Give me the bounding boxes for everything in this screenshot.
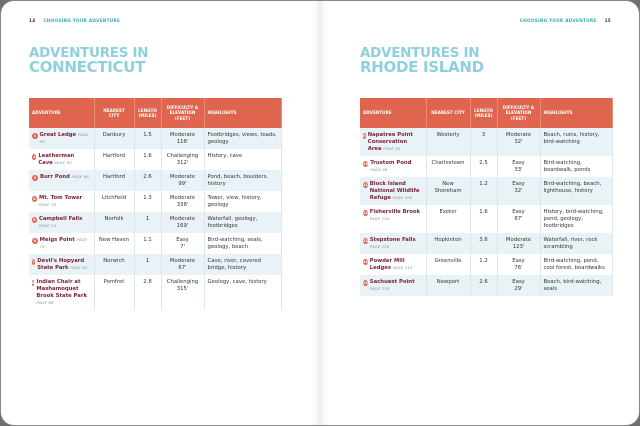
number-badge: 8 — [32, 280, 35, 285]
difficulty-cell — [161, 275, 204, 310]
title-line-1: ADVENTURES IN — [360, 45, 480, 61]
adventure — [363, 160, 423, 174]
running-head-text: CHOOSING YOUR ADVENTURE — [43, 18, 121, 23]
nearest-city: Greenville — [426, 254, 470, 275]
elevation: 29' — [514, 286, 523, 292]
table-row — [360, 177, 612, 205]
adventure-cell — [360, 275, 426, 296]
number-badge: 1 — [33, 133, 36, 138]
column-header: DIFFICULTY & ELEVATION (FEET) — [497, 98, 540, 128]
highlights: History, bird-watching, pond, geology, footbridges — [540, 205, 612, 233]
difficulty: Easy — [512, 160, 525, 166]
adventure-name[interactable]: Powder Mill Ledges — [369, 258, 405, 271]
highlights: Waterfall, river, rock scrambling — [540, 233, 612, 254]
adventure-name[interactable]: Great Ledge — [39, 132, 77, 138]
adventure-name[interactable]: Mt. Tom Tower — [38, 195, 83, 201]
number-badge: 11 — [363, 182, 368, 187]
column-header: ADVENTURE — [360, 98, 426, 128]
table-row — [29, 128, 281, 149]
length: 3 — [470, 128, 497, 156]
adventure-text — [368, 132, 423, 153]
highlights: Beach, bird-watching, seals — [540, 275, 612, 296]
nearest-city: Norfolk — [94, 212, 134, 233]
adventure — [363, 279, 423, 293]
difficulty-cell — [497, 156, 540, 177]
difficulty: Challenging — [166, 279, 199, 285]
nearest-city: Pomfret — [94, 275, 134, 310]
title-line-2: CONNECTICUT — [29, 58, 146, 76]
page-reference: PAGE 100 — [392, 196, 413, 200]
number-badge: 2 — [33, 154, 36, 159]
number-badge: 6 — [33, 238, 36, 243]
nearest-city: Norwich — [94, 254, 134, 275]
elevation: 169' — [176, 223, 189, 229]
adventure-cell — [29, 191, 94, 212]
difficulty-cell — [497, 205, 540, 233]
highlights: Footbridges, views, toads, geology — [204, 128, 281, 149]
nearest-city: Hopkinton — [426, 233, 470, 254]
adventure-text — [370, 237, 423, 251]
table-row — [360, 156, 612, 177]
column-header: HIGHLIGHTS — [204, 98, 281, 128]
table-row — [29, 149, 281, 170]
adventure — [363, 237, 423, 251]
table-row — [360, 254, 612, 275]
difficulty: Easy — [512, 181, 525, 187]
page-reference: PAGE 74 — [38, 224, 57, 228]
column-header: ADVENTURE — [29, 98, 94, 128]
page-reference: PAGE 86 — [36, 301, 54, 305]
difficulty-cell — [497, 233, 540, 254]
adventure-name[interactable]: Stepstone Falls — [369, 237, 416, 243]
highlights: Cave, river, covered bridge, history — [204, 254, 281, 275]
number-badge: 5 — [33, 217, 36, 222]
table-row — [360, 233, 612, 254]
adventure-name[interactable]: Leatherman Cave — [38, 153, 75, 166]
elevation: 87' — [514, 216, 523, 222]
number-badge: 4 — [33, 196, 36, 201]
page-title — [360, 46, 484, 74]
difficulty: Moderate — [169, 258, 196, 264]
adventure-name[interactable]: Campbell Falls — [38, 216, 83, 222]
length: 2.6 — [134, 170, 161, 191]
adventure-text — [370, 258, 423, 272]
adventure-name[interactable]: Sachuest Point — [369, 279, 415, 285]
elevation: 338' — [176, 202, 189, 208]
highlights: Beach, ruins, history, bird-watching — [540, 128, 612, 156]
length: 1.1 — [134, 233, 161, 254]
page-reference: PAGE 78 — [39, 238, 88, 249]
nearest-city: New Shoreham — [426, 177, 470, 205]
difficulty-cell — [161, 191, 204, 212]
difficulty-cell — [161, 128, 204, 149]
difficulty: Moderate — [505, 237, 532, 243]
adventure — [363, 132, 423, 153]
number-badge: 3 — [33, 175, 37, 180]
elevation: 312' — [176, 160, 189, 166]
highlights: History, cave — [204, 149, 281, 170]
title-line-1: ADVENTURES IN — [29, 45, 149, 61]
difficulty: Easy — [512, 258, 525, 264]
length: 2.8 — [134, 275, 161, 310]
adventure-text — [38, 153, 90, 167]
elevation: 33' — [514, 167, 523, 173]
highlights: Tower, view, history, geology — [204, 191, 281, 212]
table-row — [29, 233, 281, 254]
page-reference: PAGE 58 — [39, 133, 89, 144]
length: 2.6 — [470, 275, 497, 296]
difficulty-cell — [497, 275, 540, 296]
highlights: Waterfall, geology, footbridges — [204, 212, 281, 233]
length: 1.6 — [470, 205, 497, 233]
length: 1.2 — [470, 254, 497, 275]
elevation: 123' — [512, 244, 525, 250]
difficulty: Moderate — [169, 132, 196, 138]
adventure-text — [370, 181, 423, 202]
adventure-text — [370, 279, 423, 293]
page-reference: PAGE 82 — [70, 266, 88, 270]
page-reference: PAGE 66 — [71, 175, 89, 179]
length: 1 — [134, 212, 161, 233]
nearest-city: Hartford — [94, 170, 134, 191]
table-header — [29, 98, 281, 128]
difficulty-cell — [161, 212, 204, 233]
adventure — [32, 216, 91, 230]
nearest-city: Newport — [426, 275, 470, 296]
column-header: NEAREST CITY — [94, 98, 134, 128]
column-header: DIFFICULTY & ELEVATION (FEET) — [161, 98, 204, 128]
length: 1.3 — [134, 191, 161, 212]
page-reference: PAGE 112 — [392, 266, 413, 270]
adventure-name[interactable]: Trustom Pond — [370, 160, 412, 166]
adventure — [363, 209, 423, 223]
adventure-cell — [29, 149, 94, 170]
highlights: Geology, cave, history — [204, 275, 281, 310]
page-number: 15 — [604, 18, 611, 23]
adventure — [32, 195, 91, 209]
column-header: HIGHLIGHTS — [540, 98, 612, 128]
running-head — [29, 18, 120, 23]
adventure — [32, 132, 91, 146]
number-badge: 14 — [363, 259, 368, 264]
right-page — [320, 0, 640, 426]
number-badge: 7 — [32, 259, 35, 264]
running-head-text: CHOOSING YOUR ADVENTURE — [519, 18, 597, 23]
number-badge: 13 — [363, 238, 368, 243]
length: 2.5 — [470, 156, 497, 177]
length: 3.6 — [470, 233, 497, 254]
nearest-city: Hartford — [94, 149, 134, 170]
column-header: LENGTH (MILES) — [134, 98, 161, 128]
difficulty-cell — [497, 177, 540, 205]
adventure-text — [40, 132, 91, 146]
adventure-cell — [360, 177, 426, 205]
nearest-city: Danbury — [94, 128, 134, 149]
adventure-cell — [29, 254, 94, 275]
page-reference: PAGE 62 — [54, 161, 72, 165]
difficulty: Challenging — [166, 153, 199, 159]
page-reference: PAGE 104 — [369, 217, 390, 221]
table-row — [29, 212, 281, 233]
highlights: Bird-watching, seals, geology, beach — [204, 233, 281, 254]
table-row — [29, 191, 281, 212]
adventure-cell — [29, 275, 94, 310]
table-row — [360, 205, 612, 233]
difficulty: Moderate — [169, 174, 196, 180]
adventure — [32, 153, 91, 167]
page-reference: PAGE 116 — [369, 287, 390, 291]
difficulty: Easy — [512, 209, 525, 215]
elevation: 32' — [514, 139, 523, 145]
table-row — [29, 275, 281, 310]
elevation: 67' — [178, 265, 187, 271]
adventure-text — [40, 237, 91, 251]
adventure-cell — [360, 128, 426, 156]
page-title — [29, 46, 148, 74]
adventure-name[interactable]: Block Island National Wildlife Refuge — [369, 181, 420, 201]
connecticut-table — [29, 98, 282, 310]
difficulty: Easy — [176, 237, 189, 243]
difficulty: Moderate — [169, 216, 196, 222]
adventure-name[interactable]: Fisherville Brook — [369, 209, 421, 215]
difficulty-cell — [161, 170, 204, 191]
adventure-cell — [29, 128, 94, 149]
adventure-cell — [29, 233, 94, 254]
title-line-2: RHODE ISLAND — [360, 58, 484, 76]
page-number: 14 — [29, 18, 36, 23]
nearest-city: Charlestown — [426, 156, 470, 177]
page-reference: PAGE 70 — [38, 203, 57, 207]
highlights: Bird-watching, boardwalk, ponds — [540, 156, 612, 177]
adventure — [32, 279, 91, 307]
elevation: 99' — [178, 181, 187, 187]
adventure-text — [37, 258, 90, 272]
number-badge: 12 — [363, 210, 368, 215]
adventure-text — [39, 195, 91, 209]
page-reference: PAGE 92 — [383, 147, 401, 151]
adventure-text — [370, 160, 422, 174]
length: 1 — [134, 254, 161, 275]
table-row — [29, 254, 281, 275]
adventure-name[interactable]: Meigs Point — [39, 237, 75, 243]
number-badge: 10 — [363, 161, 368, 166]
difficulty-cell — [161, 254, 204, 275]
adventure-name[interactable]: Burr Pond — [40, 174, 70, 180]
difficulty: Moderate — [169, 195, 196, 201]
adventure — [32, 174, 91, 181]
elevation: 315' — [176, 286, 189, 292]
elevation: 76' — [514, 265, 523, 271]
table-row — [29, 170, 281, 191]
rhode-island-table — [360, 98, 613, 296]
adventure — [363, 181, 423, 202]
column-header: NEAREST CITY — [426, 98, 470, 128]
adventure-text — [40, 174, 89, 181]
adventure-name[interactable]: Indian Chair at Mashamoquet Brook State Park — [36, 279, 87, 299]
adventure-cell — [29, 212, 94, 233]
adventure-name[interactable]: Devil's Hopyard State Park — [37, 258, 85, 271]
table-header — [360, 98, 612, 128]
difficulty-cell — [161, 149, 204, 170]
number-badge: 9 — [363, 133, 366, 138]
adventure — [32, 258, 91, 272]
page-reference: PAGE 96 — [370, 168, 388, 172]
adventure — [32, 237, 91, 251]
adventure-name[interactable]: Napatree Point Conservation Area — [367, 132, 413, 152]
length: 1.2 — [470, 177, 497, 205]
table-row — [360, 275, 612, 296]
adventure-text — [36, 279, 90, 307]
nearest-city: Westerly — [426, 128, 470, 156]
adventure-cell — [360, 233, 426, 254]
adventure — [363, 258, 423, 272]
difficulty-cell — [497, 254, 540, 275]
elevation: 116' — [176, 139, 189, 145]
number-badge: 15 — [363, 280, 368, 285]
nearest-city: Exeter — [426, 205, 470, 233]
nearest-city: Litchfield — [94, 191, 134, 212]
adventure-cell — [29, 170, 94, 191]
adventure-text — [39, 216, 91, 230]
difficulty-cell — [497, 128, 540, 156]
length: 1.6 — [134, 149, 161, 170]
running-head — [520, 18, 611, 23]
adventure-cell — [360, 156, 426, 177]
highlights: Bird-watching, pond, cool forest, boardwalks — [540, 254, 612, 275]
length: 1.5 — [134, 128, 161, 149]
adventure-text — [370, 209, 423, 223]
highlights: Bird-watching, beach, lighthouse, history — [540, 177, 612, 205]
highlights: Pond, beach, boulders, history — [204, 170, 281, 191]
adventure-cell — [360, 254, 426, 275]
difficulty: Moderate — [505, 132, 532, 138]
elevation: 32' — [514, 188, 523, 194]
table-row — [360, 128, 612, 156]
difficulty-cell — [161, 233, 204, 254]
column-header: LENGTH (MILES) — [470, 98, 497, 128]
page-reference: PAGE 108 — [369, 245, 390, 249]
adventure-cell — [360, 205, 426, 233]
elevation: 7' — [180, 244, 185, 250]
difficulty: Easy — [512, 279, 525, 285]
nearest-city: New Haven — [94, 233, 134, 254]
